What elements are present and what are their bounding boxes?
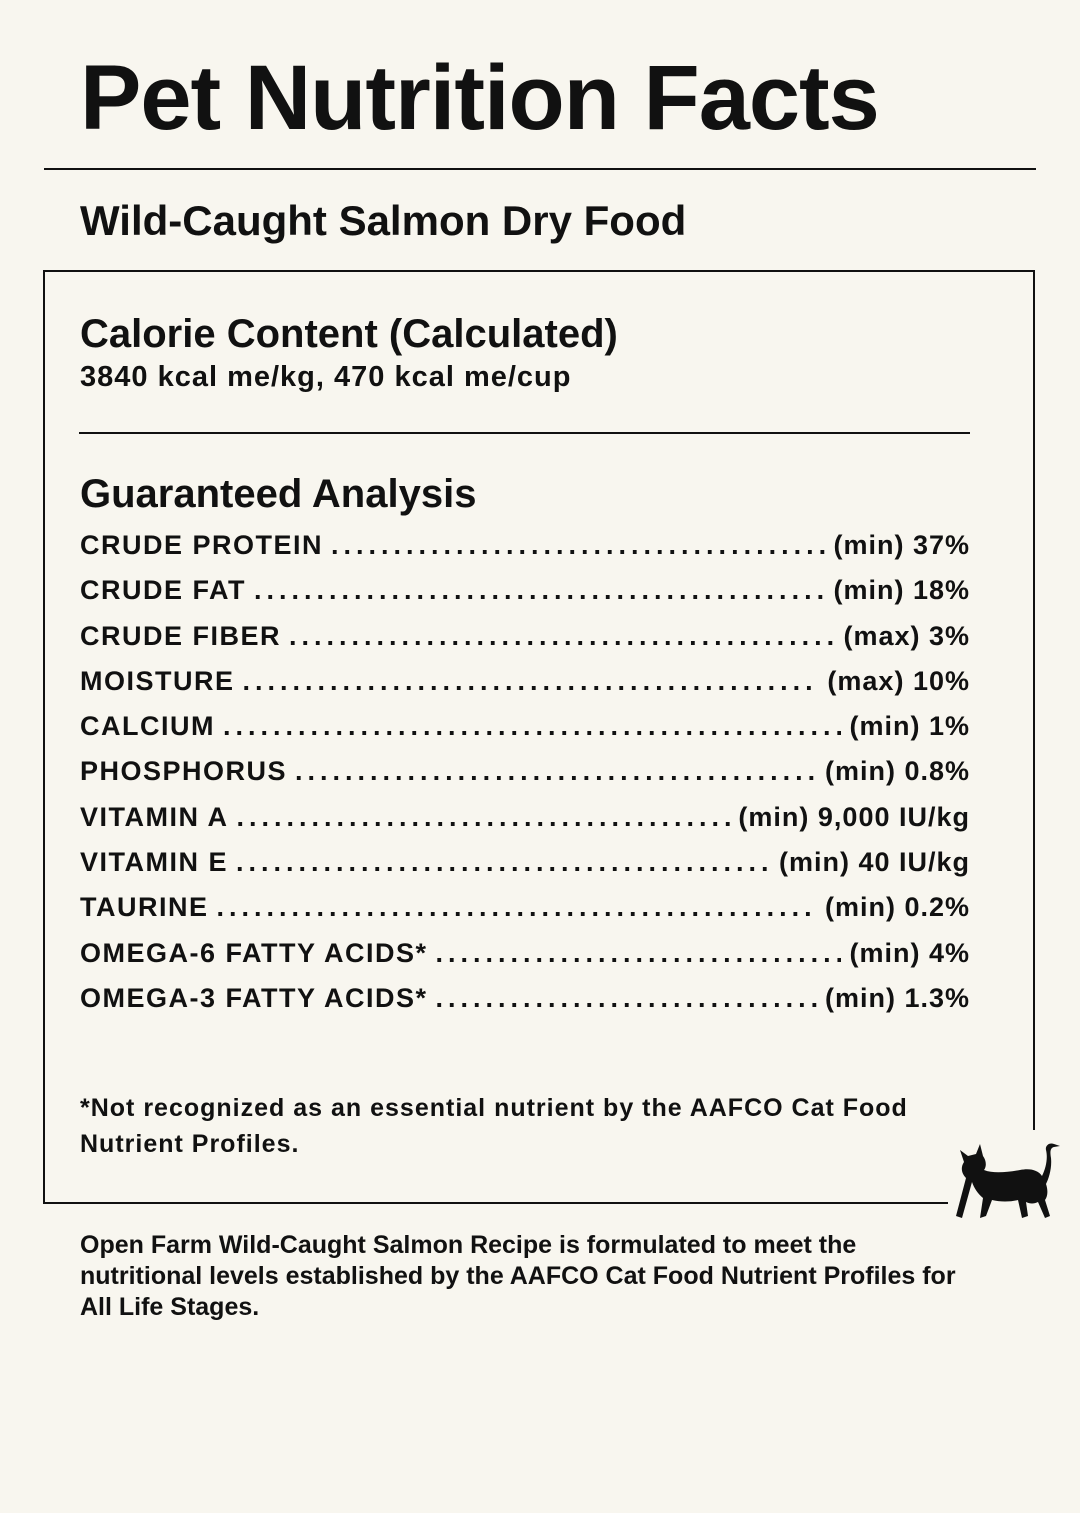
nutrient-value: (min) 0.8% bbox=[824, 756, 970, 787]
title-divider bbox=[44, 168, 1036, 170]
nutrient-row bbox=[80, 621, 970, 666]
page-title: Pet Nutrition Facts bbox=[80, 47, 879, 149]
nutrition-panel-bottom-border bbox=[43, 1202, 948, 1204]
nutrient-name: CRUDE FIBER bbox=[80, 620, 282, 651]
nutrient-value: (min) 1% bbox=[849, 711, 970, 742]
dot-leader bbox=[331, 530, 825, 561]
dot-leader bbox=[436, 938, 842, 969]
nutrient-row bbox=[80, 666, 970, 711]
analysis-heading: Guaranteed Analysis bbox=[80, 472, 477, 516]
dot-leader bbox=[236, 847, 771, 878]
nutrient-row bbox=[80, 711, 970, 756]
nutrient-value: (min) 9,000 IU/kg bbox=[738, 801, 970, 832]
nutrient-name: VITAMIN A bbox=[80, 801, 229, 832]
nutrient-name: PHOSPHORUS bbox=[80, 756, 288, 787]
calorie-value: 3840 kcal me/kg, 470 kcal me/cup bbox=[80, 361, 572, 393]
nutrient-value: (min) 1.3% bbox=[824, 982, 970, 1013]
dot-leader bbox=[436, 983, 817, 1014]
nutrient-name: CRUDE PROTEIN bbox=[80, 530, 324, 560]
nutrient-row bbox=[80, 983, 970, 1028]
nutrient-value: (max) 10% bbox=[827, 665, 970, 696]
dot-leader bbox=[237, 802, 731, 833]
dot-leader bbox=[254, 575, 825, 606]
calorie-heading: Calorie Content (Calculated) bbox=[80, 312, 618, 356]
nutrient-value: (min) 40 IU/kg bbox=[778, 847, 970, 878]
nutrient-value: (min) 37% bbox=[833, 530, 970, 560]
nutrient-name: CRUDE FAT bbox=[80, 575, 246, 606]
product-name: Wild-Caught Salmon Dry Food bbox=[80, 197, 687, 244]
nutrient-value: (min) 0.2% bbox=[824, 892, 970, 923]
nutrient-name: MOISTURE bbox=[80, 665, 235, 696]
nutrient-name: VITAMIN E bbox=[80, 847, 228, 878]
nutrient-row bbox=[80, 530, 970, 575]
dot-leader bbox=[223, 711, 842, 742]
nutrient-row bbox=[80, 938, 970, 983]
dot-leader bbox=[243, 666, 820, 697]
nutrient-name: CALCIUM bbox=[80, 711, 215, 742]
nutrient-value: (min) 18% bbox=[833, 575, 970, 606]
nutrient-row bbox=[80, 847, 970, 892]
nutrient-row bbox=[80, 575, 970, 620]
footnote: *Not recognized as an essential nutrient by the AAFCO Cat Food Nutrient Profiles. bbox=[80, 1094, 908, 1158]
section-divider bbox=[79, 432, 970, 434]
dot-leader bbox=[217, 892, 817, 923]
nutrient-value: (min) 4% bbox=[849, 937, 970, 968]
nutrient-row bbox=[80, 802, 970, 847]
nutrient-name: OMEGA-3 FATTY ACIDS* bbox=[80, 982, 428, 1013]
nutrient-name: TAURINE bbox=[80, 892, 209, 923]
nutrient-name: OMEGA-6 FATTY ACIDS* bbox=[80, 937, 428, 968]
nutrient-value: (max) 3% bbox=[843, 620, 970, 651]
dot-leader bbox=[295, 756, 817, 787]
nutrient-list bbox=[80, 530, 970, 1028]
nutrient-row bbox=[80, 756, 970, 801]
aafco-statement: Open Farm Wild-Caught Salmon Recipe is formulated to meet the nutritional levels established by the AAFCO Cat Food Nutrient Profiles for All Life Stages. bbox=[80, 1231, 956, 1321]
cat-icon bbox=[950, 1140, 1062, 1222]
nutrient-row bbox=[80, 892, 970, 937]
dot-leader bbox=[289, 621, 835, 652]
